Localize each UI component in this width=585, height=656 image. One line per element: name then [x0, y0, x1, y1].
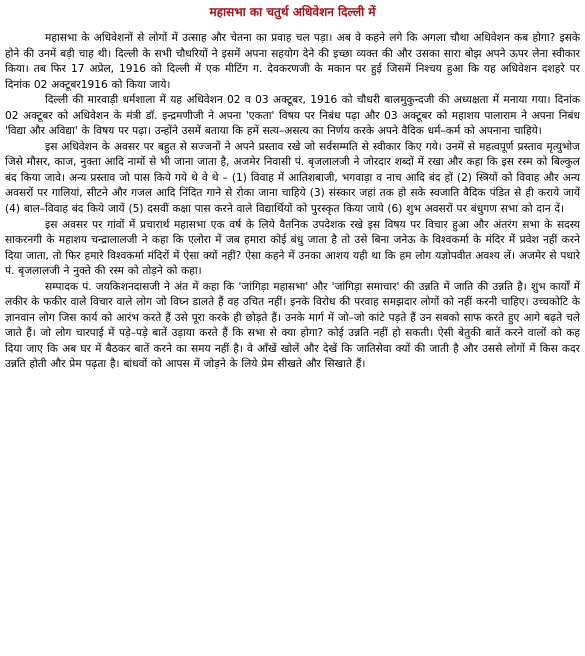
paragraph-3: इस अधिवेशन के अवसर पर बहुत से सज्जनों ने अपने प्रस्ताव रखे जो सर्वसम्मति से स्वीकार किए गये। उनमें से महत्वपूर्ण प्रस्ताव मृत्युभोज जिसे मौसर, काज, नुक्ता आदि नामों से भी जाना जाता है, अजमेर निवासी पं. बृजलालजी ने जोरदार शब्दों में रखा और कहा कि इस रस्म को बिल्कुल बंद किया जावे। अन्य प्रस्ताव जो पास किये गये थे वे थे – (1) विवाह में आतिशबाजी, भगवाड़ा व नाच आदि बंद हों (2) स्त्रियों को विवाह और अन्य अवसरों पर गालियां, सीटने और गजल आदि निंदित गाने से रोका जाना चाहिये (3) संस्कार जहां तक हो सके स्वजाति वैदिक पंडित से ही कराये जायें (4) बाल–विवाह बंद किये जायें (5) दसवीं कक्षा पास करने वाले विद्यार्थियों को पुरस्कृत किया जाये (6) शुभ अवसरों पर बंधुगण सभा को दान दें।: [5, 140, 580, 216]
document-title: महासभा का चतुर्थ अधिवेशन दिल्ली में: [209, 5, 376, 19]
paragraph-4: इस अवसर पर गांवों में प्रचारार्थ महासभा एक वर्ष के लिये वैतनिक उपदेशक रखे इस विषय पर विचार हुआ और अंतरंग सभा के सदस्य साकरनगी के महाशय चन्द्रालालजी ने कहा कि एलोरा में जब हमारा कोई बंधु जाता है तो उसे बिना जनेऊ के विश्वकर्मा के मंदिर में प्रवेश नहीं करने दिया जाता, तो फिर हमारे विश्वकर्मा मंदिरों में ऐसा क्यों नहीं? ऐसा कहने में उनका आशय यही था कि हम लोग यज्ञोपवीत अवश्य लें। अजमेर से पधारे पं. बृजलालजी ने नुक्ते की रस्म को तोड़ने को कहा।: [5, 218, 580, 278]
paragraph-5: सम्पादक पं. जयकिशनदासजी ने अंत में कहा कि 'जांगिड़ा महासभा' और 'जांगिड़ा समाचार' की उन्नति में जाति की उन्नति है। शुभ कार्यों में लकीर के फकीर वाले विचार वाले लोग जो विघ्न डालते हैं वह उचित नहीं। इनके विरोध की परवाह समझदार लोगों को नहीं करनी चाहिए। उच्चकोटि के ज्ञानवान लोग जिस कार्य को आरंभ करते हैं उसे पूरा करके ही छोड़ते हैं। उनके मार्ग में जो–जो कांटे पड़ते हैं उन सबको साफ करते हुए आगे बढ़ते चले जाते हैं। जो लोग चारपाई में पड़े–पड़े बातें उड़ाया करते हैं कि सभा से क्या होगा? कोई उन्नति नहीं हो सकती। ऐसी बेतुकी बातें करने वालों को कह दिया जाए कि अब घर में बैठकर बातें करने का समय नहीं है। वे आँखें खोलें और देखें कि जातिसेवा क्यों की जाती है और उससे लोगों में किस कदर उन्नति होती और प्रेम पढ़ता है। बांधवों को आपस में जोड़ने के लिये प्रेम सीखते और सिखाते हैं।: [5, 280, 580, 371]
paragraph-2: दिल्ली की मारवाड़ी धर्मशाला में यह अधिवेशन 02 व 03 अक्टूबर, 1916 को चौधरी बालमुकुन्दजी की अध्यक्षता में मनाया गया। दिनांक 02 अक्टूबर को अधिवेशन के मंत्री डॉ. इन्द्रमणीजी ने अपना 'एकता' विषय पर निबंध पढ़ा और 03 अक्टूबर को महाशय पालाराम ने अपना निबंध 'विद्या और अविद्या' के विषय पर पढ़ा। उन्होंने उसमें बताया कि हमें सत्य–असत्य का निर्णय करके अपने वैदिक धर्म–कर्म को अपनाना चाहिये।: [5, 94, 580, 138]
paragraph-1: महासभा के अधिवेशनों से लोगों में उत्साह और चेतना का प्रवाह चल पड़ा। अब वे कहने लगे कि अगला चौथा अधिवेशन कब होगा? इसके होने की उनमें बड़ी चाह थी। दिल्ली के सभी चौधरियों ने इसमें अपना सहयोग देने की इच्छा व्यक्त की और उसका सारा बोझ अपने ऊपर लेना स्वीकार किया। तब फिर 17 अप्रेल, 1916 को दिल्ली में एक मीटिंग ग. देवकरणजी के मकान पर हुई जिसमें निश्चय हुआ कि यह अधिवेशन दशहरे पर दिनांक 02 अक्टूबर1916 को किया जाये।: [5, 32, 580, 91]
